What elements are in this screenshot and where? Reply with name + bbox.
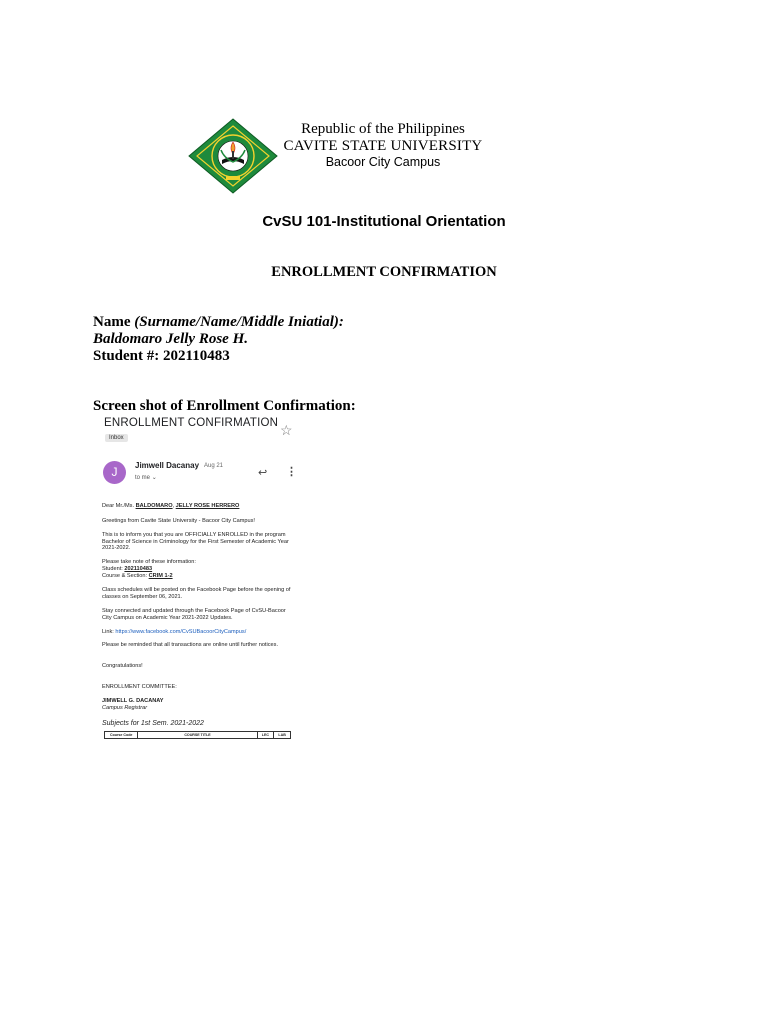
congrats-text: Congratulations!	[102, 663, 143, 669]
facebook-link[interactable]: https://www.facebook.com/CvSUBacoorCityCampus/	[115, 629, 247, 635]
subjects-title: Subjects for 1st Sem. 2021-2022	[102, 720, 204, 727]
email-subject: ENROLLMENT CONFIRMATION	[104, 417, 279, 429]
salutation: Dear Mr./Ms. BALDOMARO, JELLY ROSE HERRERO	[102, 503, 240, 509]
recipient: to me	[135, 475, 151, 481]
table-header-row	[105, 732, 291, 739]
enrolled-text: This is to inform you that you are OFFICIALLY ENROLLED in the program Bachelor of Science in Criminology for the First Semester of Academic Year 2021-2022.	[102, 532, 289, 552]
student-number: 202110483	[163, 348, 230, 364]
student-name: Baldomaro Jelly Rose H.	[93, 331, 248, 347]
table-header: LAB	[274, 732, 291, 739]
campus-name: Bacoor City Campus	[325, 155, 441, 169]
university-name: CAVITE STATE UNIVERSITY	[283, 138, 483, 154]
republic-heading: Republic of the Philippines	[301, 121, 465, 137]
sender-avatar: J	[103, 461, 126, 484]
section: CRIM 1-2	[148, 573, 173, 579]
recipient-line	[135, 474, 157, 481]
student-number-line	[93, 348, 230, 365]
signatory-role: Campus Registrar	[102, 705, 148, 711]
greeting-text: Greetings from Cavite State University - Bacoor City Campus!	[102, 518, 255, 524]
link-line: Link: https://www.facebook.com/CvSUBacoorCityCampus/	[102, 629, 247, 635]
reply-icon: ↩	[258, 467, 268, 479]
name-hint: (Surname/Name/Middle Iniatial):	[134, 314, 344, 330]
surname: BALDOMARO	[135, 503, 173, 509]
university-seal-logo	[188, 118, 278, 194]
stay-text: Stay connected and updated through the Facebook Page of CvSU-Bacoor City Campus on Academic Year 2021-2022 Updates.	[102, 608, 286, 621]
schedule-text: Class schedules will be posted on the Facebook Page before the opening of classes on September 06, 2021.	[102, 587, 291, 600]
name-label: Name	[93, 314, 131, 330]
table-header: Course Code	[105, 732, 138, 739]
committee-text: ENROLLMENT COMMITTEE:	[102, 684, 177, 690]
screenshot-label: Screen shot of Enrollment Confirmation:	[93, 398, 356, 414]
given-name: JELLY ROSE HERRERO	[175, 503, 240, 509]
inbox-label: Inbox	[105, 434, 128, 442]
document-title: ENROLLMENT CONFIRMATION	[271, 264, 497, 280]
student-no: 202110483	[124, 566, 153, 572]
chevron-down-icon: ⌄	[151, 475, 157, 481]
reminder-text: Please be reminded that all transactions are online until further notices.	[102, 642, 278, 648]
student-number-label: Student #:	[93, 348, 164, 364]
table-header: COURSE TITLE	[138, 732, 257, 739]
sender-name: Jimwell Dacanay	[135, 461, 200, 470]
table-header: LEC	[257, 732, 274, 739]
subjects-table	[104, 731, 291, 739]
enrollment-email-screenshot	[93, 414, 305, 740]
section-line: Course & Section: CRIM 1-2	[102, 573, 173, 579]
email-date: Aug 21	[204, 463, 224, 469]
note-text: Please take note of these information:	[102, 559, 196, 565]
more-vert-icon: ⋮	[286, 466, 297, 478]
signatory: JIMWELL G. DACANAY	[102, 698, 164, 704]
name-label-line	[93, 314, 344, 331]
student-line: Student: 202110483	[102, 566, 153, 572]
course-title: CvSU 101-Institutional Orientation	[262, 213, 506, 230]
star-icon: ☆	[280, 422, 293, 438]
